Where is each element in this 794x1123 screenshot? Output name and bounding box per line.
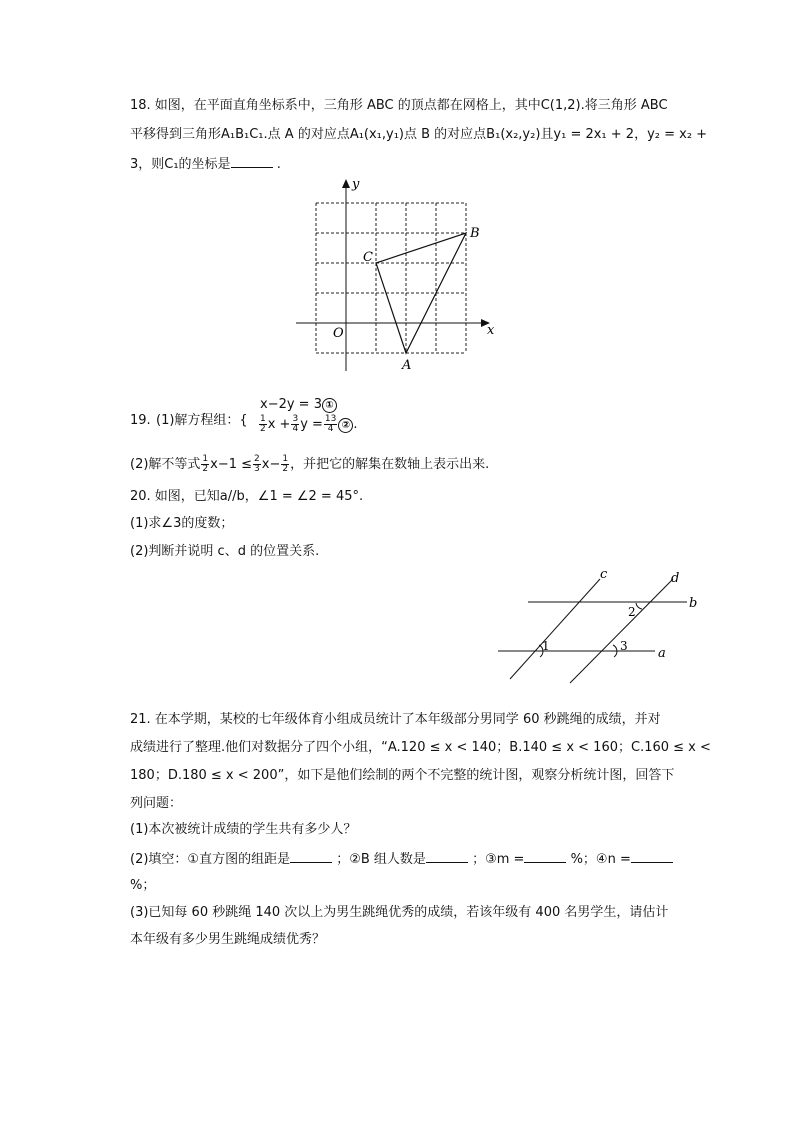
y-axis-label: y — [352, 177, 360, 192]
q19-part1-label: (1)解方程组：{ — [156, 413, 248, 428]
y-axis-arrow — [342, 179, 350, 188]
point-a-label: A — [402, 358, 412, 373]
circle-mark-1: ① — [322, 398, 337, 413]
answer-blank — [631, 848, 673, 863]
label-3: 3 — [620, 639, 628, 653]
q20-line-2: (1)求∠3的度数； — [130, 516, 234, 531]
origin-label: O — [333, 326, 344, 341]
q21-line-1: 21. 在本学期，某校的七年级体育小组成员统计了本年级部分男同学 60 秒跳绳的成绩，并对 — [130, 712, 661, 727]
q21-line-5: (1)本次被统计成绩的学生共有多少人？ — [130, 822, 357, 837]
line-c — [510, 579, 600, 679]
label-c: c — [600, 567, 608, 582]
equation-1-text: x−2y = 3 — [260, 397, 322, 412]
q20-line-1: 20. 如图，已知a//b，∠1 = ∠2 = 45°. — [130, 489, 364, 504]
equation-2: $\frac{1}{2}$ x + $\frac{3}{4}$ y = $\frac{13}{4}$ ② . — [260, 414, 358, 434]
label-1: 1 — [542, 639, 550, 653]
x-axis-label: x — [487, 323, 495, 338]
q18-line-2: 平移得到三角形A₁B₁C₁.点 A 的对应点A₁(x₁,y₁)点 B 的对应点B₁(x₂,y₂)且y₁ = 2x₁ + 2，y₂ = x₂ + — [130, 127, 708, 142]
fraction: $\frac{1}{2}$ — [282, 454, 289, 474]
label-a: a — [658, 646, 666, 661]
parallel-lines-figure — [490, 566, 710, 691]
label-b: b — [689, 596, 698, 611]
q18-line-3 — [130, 153, 281, 175]
q19-number: 19. — [130, 413, 151, 428]
answer-blank — [231, 153, 273, 168]
answer-blank — [426, 848, 468, 863]
point-b-label: B — [470, 226, 480, 241]
fraction: $\frac{1}{2}$ — [202, 454, 209, 474]
circle-mark-2: ② — [338, 418, 353, 433]
label-2: 2 — [628, 605, 636, 619]
q21-line-4: 列问题： — [130, 796, 183, 811]
q18-line-1: 18. 如图，在平面直角坐标系中，三角形 ABC 的顶点都在网格上，其中C(1,2).将三角形 ABC — [130, 98, 668, 113]
q21-line-6: (2)填空：①直方图的组距是 ；②B 组人数是 ；③m = %；④n = — [130, 848, 673, 870]
q18-line-3-text: 3，则C₁的坐标是 — [130, 157, 231, 172]
q21-line-3: 180；D.180 ≤ x < 200”，如下是他们绘制的两个不完整的统计图，观察分析统计图，回答下 — [130, 768, 675, 783]
fraction: $\frac{3}{4}$ — [292, 414, 299, 434]
q21-line-9: 本年级有多少男生跳绳成绩优秀？ — [130, 932, 326, 947]
q20-line-3: (2)判断并说明 c、d 的位置关系. — [130, 544, 320, 559]
q21-line-2: 成绩进行了整理.他们对数据分了四个小组，“A.120 ≤ x < 140；B.140 ≤ x < 160；C.160 ≤ x < — [130, 740, 711, 755]
q21-line-7: %； — [130, 878, 156, 893]
fraction: $\frac{13}{4}$ — [324, 414, 337, 434]
q18-line-3-end: . — [276, 157, 281, 172]
q19-part-2: (2)解不等式 $\frac{1}{2}$ x−1 ≤ $\frac{2}{3}$ x− $\frac{1}{2}$ ，并把它的解集在数轴上表示出来. — [130, 454, 490, 474]
angle-2-arc — [636, 603, 642, 609]
coordinate-grid-figure — [290, 175, 500, 375]
answer-blank — [290, 848, 332, 863]
label-d: d — [671, 571, 680, 586]
equation-system — [258, 398, 358, 434]
q21-line-8: (3)已知每 60 秒跳绳 140 次以上为男生跳绳优秀的成绩，若该年级有 400 名男学生，请估计 — [130, 905, 669, 920]
fraction: $\frac{2}{3}$ — [254, 454, 260, 474]
point-c-label: C — [363, 250, 373, 265]
equation-1 — [260, 398, 358, 413]
fraction: $\frac{1}{2}$ — [260, 414, 266, 434]
answer-blank — [524, 848, 566, 863]
